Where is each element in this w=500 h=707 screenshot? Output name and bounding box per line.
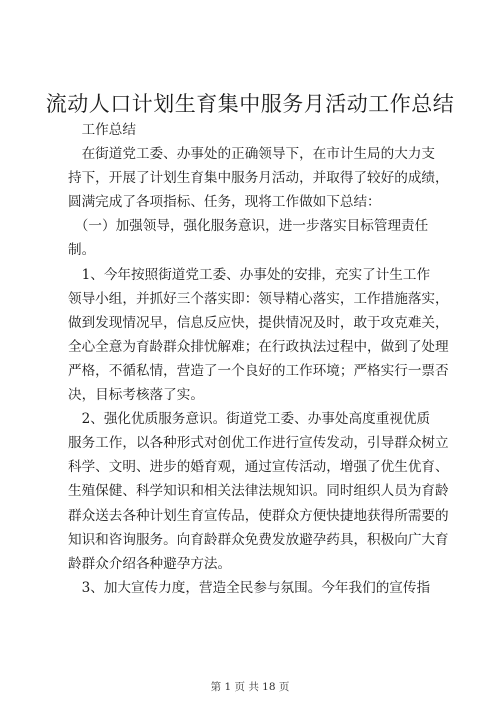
body-line: 3、加大宣传力度，营造全民参与氛围。今年我们的宣传指 — [68, 579, 431, 596]
document-body — [68, 118, 449, 600]
body-line: 知识和咨询服务。向育龄群众免费发放避孕药具，积极向广大育 — [68, 531, 449, 548]
body-line: 科学、文明、进步的婚育观，通过宣传活动，增强了优生优育、 — [68, 459, 449, 476]
page-footer: 第 1 页 共 18 页 — [210, 681, 290, 693]
body-line: 领导小组，并抓好三个落实即：领导精心落实，工作措施落实， — [68, 290, 449, 307]
body-line: 制。 — [68, 242, 96, 259]
body-line: 服务工作，以各种形式对创优工作进行宣传发动，引导群众树立 — [68, 435, 449, 452]
body-line: 在街道党工委、办事处的正确领导下，在市计生局的大力支 — [68, 146, 436, 163]
body-line: 全心全意为育龄群众排忧解难；在行政执法过程中，做到了处理 — [68, 338, 449, 355]
body-line: 2、强化优质服务意识。街道党工委、办事处高度重视优质 — [68, 411, 431, 428]
body-line: 圆满完成了各项指标、任务，现将工作做如下总结： — [68, 194, 381, 211]
body-line: 1、今年按照街道党工委、办事处的安排，充实了计生工作 — [68, 266, 431, 283]
body-line: 生殖保健、科学知识和相关法律法规知识。同时组织人员为育龄 — [68, 483, 449, 500]
body-line: （一）加强领导，强化服务意识，进一步落实目标管理责任 — [68, 218, 429, 235]
body-line: 做到发现情况早，信息反应快，提供情况及时，敢于攻克难关， — [68, 314, 449, 331]
body-line: 龄群众介绍各种避孕方法。 — [68, 555, 232, 572]
body-line: 严格，不循私情，营造了一个良好的工作环境；严格实行一票否 — [68, 362, 449, 379]
body-line: 决，目标考核落了实。 — [68, 387, 204, 404]
body-line: 群众送去各种计划生育宣传品，使群众方便快捷地获得所需要的 — [68, 507, 449, 524]
document-title: 流动人口计划生育集中服务月活动工作总结 — [45, 92, 455, 116]
body-line: 持下，开展了计划生育集中服务月活动，并取得了较好的成绩， — [68, 170, 449, 187]
body-line: 工作总结 — [68, 122, 136, 138]
